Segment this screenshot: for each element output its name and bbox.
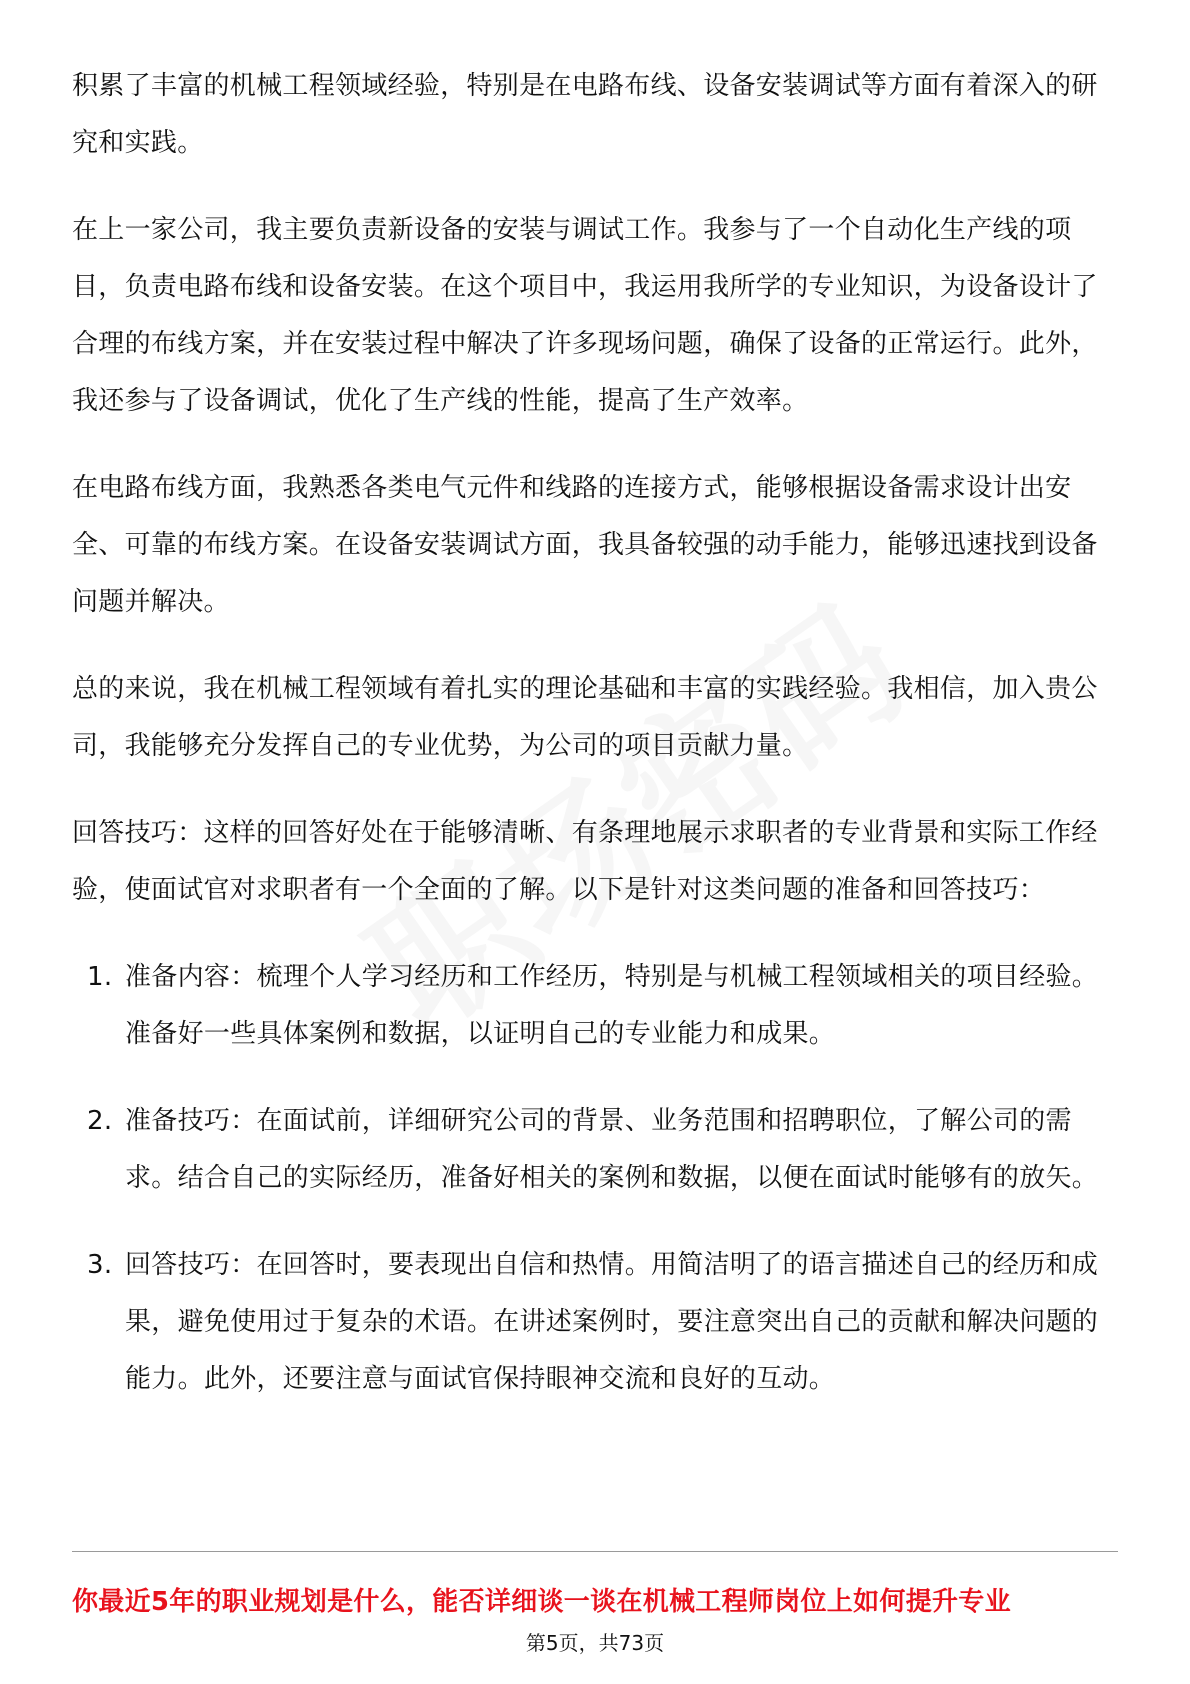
list-item-text: 准备技巧：在面试前，详细研究公司的背景、业务范围和招聘职位，了解公司的需求。结合自己的实际经历，准备好相关的案例和数据，以便在面试时能够有的放矢。 [125,1106,1099,1193]
paragraph: 回答技巧：这样的回答好处在于能够清晰、有条理地展示求职者的专业背景和实际工作经验，使面试官对求职者有一个全面的了解。以下是针对这类问题的准备和回答技巧： [72,818,1098,905]
list-item-number: 2. [87,1106,113,1136]
paragraph: 积累了丰富的机械工程领域经验，特别是在电路布线、设备安装调试等方面有着深入的研究和实践。 [72,71,1098,158]
list-item-text: 回答技巧：在回答时，要表现出自信和热情。用简洁明了的语言描述自己的经历和成果，避免使用过于复杂的术语。在讲述案例时，要注意突出自己的贡献和解决问题的能力。此外，还要注意与面试官保持眼神交流和良好的互动。 [125,1250,1099,1394]
paragraph: 总的来说，我在机械工程领域有着扎实的理论基础和丰富的实践经验。我相信，加入贵公司，我能够充分发挥自己的专业优势，为公司的项目贡献力量。 [72,674,1098,761]
divider [72,1551,1118,1552]
list-item [72,949,1118,1063]
list-item-text: 准备内容：梳理个人学习经历和工作经历，特别是与机械工程领域相关的项目经验。准备好一些具体案例和数据，以证明自己的专业能力和成果。 [125,962,1099,1049]
tips-list [72,949,1118,1408]
paragraph: 在上一家公司，我主要负责新设备的安装与调试工作。我参与了一个自动化生产线的项目，负责电路布线和设备安装。在这个项目中，我运用我所学的专业知识，为设备设计了合理的布线方案，并在安装过程中解决了许多现场问题，确保了设备的正常运行。此外，我还参与了设备调试，优化了生产线的性能，提高了生产效率。 [72,215,1098,416]
list-item [72,1093,1118,1207]
list-item-number: 3. [87,1250,113,1280]
list-item [72,1237,1118,1408]
page-number: 第5页，共73页 [525,1631,665,1655]
page-content [72,58,1118,1438]
paragraph: 在电路布线方面，我熟悉各类电气元件和线路的连接方式，能够根据设备需求设计出安全、可靠的布线方案。在设备安装调试方面，我具备较强的动手能力，能够迅速找到设备问题并解决。 [72,473,1098,617]
next-question-heading: 你最近5年的职业规划是什么，能否详细谈一谈在机械工程师岗位上如何提升专业 [72,1587,1011,1617]
list-item-number: 1. [87,962,113,992]
